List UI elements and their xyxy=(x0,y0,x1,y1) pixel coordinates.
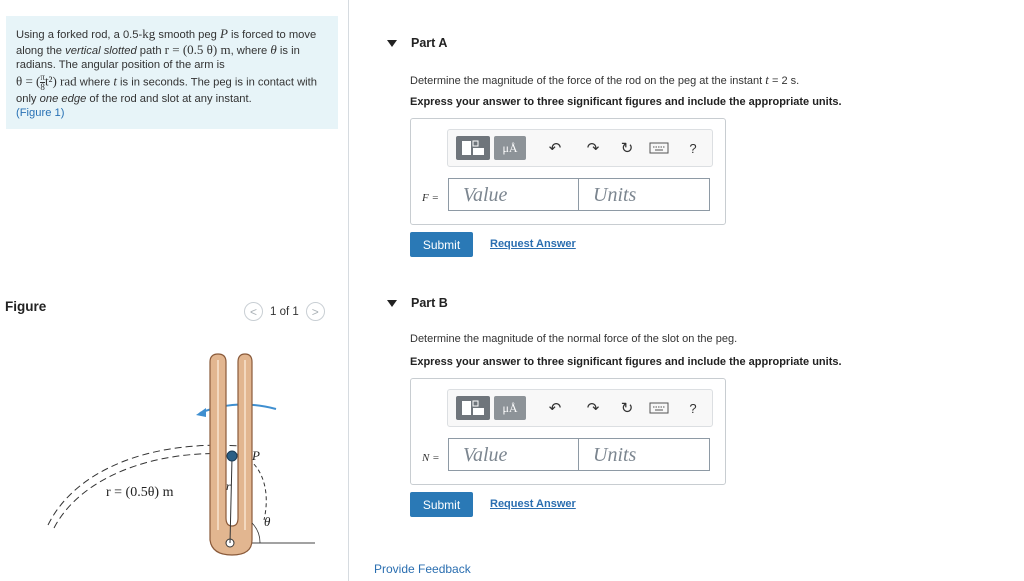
left-panel xyxy=(0,0,349,581)
value-input[interactable]: Value xyxy=(448,438,579,471)
units-symbol-button[interactable]: μÅ xyxy=(494,136,526,160)
theta-arc xyxy=(252,523,260,543)
right-panel xyxy=(349,0,1024,581)
label-P: P xyxy=(252,448,260,463)
part-a-label: Part A xyxy=(411,36,448,50)
keyboard-icon[interactable] xyxy=(648,396,670,420)
provide-feedback-link[interactable]: Provide Feedback xyxy=(374,562,471,576)
part-b-question: Determine the magnitude of the normal force of the slot on the peg. xyxy=(410,333,738,345)
redo-icon[interactable]: ↷ xyxy=(586,400,600,417)
request-answer-link[interactable]: Request Answer xyxy=(490,498,576,510)
keyboard-icon[interactable] xyxy=(648,136,670,160)
prev-figure-button[interactable] xyxy=(244,302,263,321)
help-icon[interactable]: ? xyxy=(689,140,697,156)
problem-statement: Using a forked rod, a 0.5-kg smooth peg P is forced to move along the vertical slotted path r = (0.5 θ) m, where θ is in radians. The angular position of the arm is θ = ( $\frac{\pi}{8}$ t²) rad where t is in seconds. The peg is in contact with only one edge of the rod and slot at any instant. (Figure 1) xyxy=(6,16,338,129)
part-b-answer-box xyxy=(410,378,726,485)
part-b-instruction: Express your answer to three significant figures and include the appropriate units. xyxy=(410,356,842,368)
next-figure-button[interactable] xyxy=(306,302,325,321)
math-toolbar xyxy=(447,129,713,167)
undo-icon[interactable]: ↶ xyxy=(548,140,562,157)
chevron-left-icon: < xyxy=(249,304,257,319)
collapse-triangle-icon[interactable] xyxy=(387,300,397,307)
submit-button[interactable]: Submit xyxy=(410,492,473,517)
pager-text: 1 of 1 xyxy=(270,305,299,318)
label-r: r xyxy=(226,479,231,493)
value-input[interactable]: Value xyxy=(448,178,579,211)
peg xyxy=(227,451,237,461)
part-a-header[interactable] xyxy=(387,36,447,50)
templates-button[interactable] xyxy=(456,396,490,420)
part-a-answer-box xyxy=(410,118,726,225)
part-a-question: Determine the magnitude of the force of the rod on the peg at the instant t = 2 s. xyxy=(410,72,800,87)
figure-link[interactable]: (Figure 1) xyxy=(16,107,65,120)
collapse-triangle-icon[interactable] xyxy=(387,40,397,47)
request-answer-link[interactable]: Request Answer xyxy=(490,238,576,250)
part-a-instruction: Express your answer to three significant figures and include the appropriate units. xyxy=(410,96,842,108)
label-theta: θ xyxy=(264,514,271,529)
templates-icon xyxy=(460,399,486,417)
chevron-right-icon: > xyxy=(311,304,319,319)
answer-variable-label: F = xyxy=(422,192,439,204)
answer-variable-label: N = xyxy=(422,452,440,464)
templates-icon xyxy=(460,139,486,157)
help-icon[interactable]: ? xyxy=(689,400,697,416)
units-symbol-button[interactable]: μÅ xyxy=(494,396,526,420)
part-b-header[interactable] xyxy=(387,296,448,310)
templates-button[interactable] xyxy=(456,136,490,160)
reset-icon[interactable]: ↻ xyxy=(620,140,634,157)
units-input[interactable]: Units xyxy=(578,178,710,211)
label-r-equation: r = (0.5θ) m xyxy=(106,485,174,500)
figure-title: Figure xyxy=(5,299,47,314)
figure-pager xyxy=(244,302,325,321)
part-b-label: Part B xyxy=(411,296,448,310)
units-input[interactable]: Units xyxy=(578,438,710,471)
redo-icon[interactable]: ↷ xyxy=(586,140,600,157)
math-toolbar xyxy=(447,389,713,427)
undo-icon[interactable]: ↶ xyxy=(548,400,562,417)
figure-diagram xyxy=(40,350,330,560)
arrowhead-icon xyxy=(196,408,206,417)
submit-button[interactable]: Submit xyxy=(410,232,473,257)
reset-icon[interactable]: ↻ xyxy=(620,400,634,417)
